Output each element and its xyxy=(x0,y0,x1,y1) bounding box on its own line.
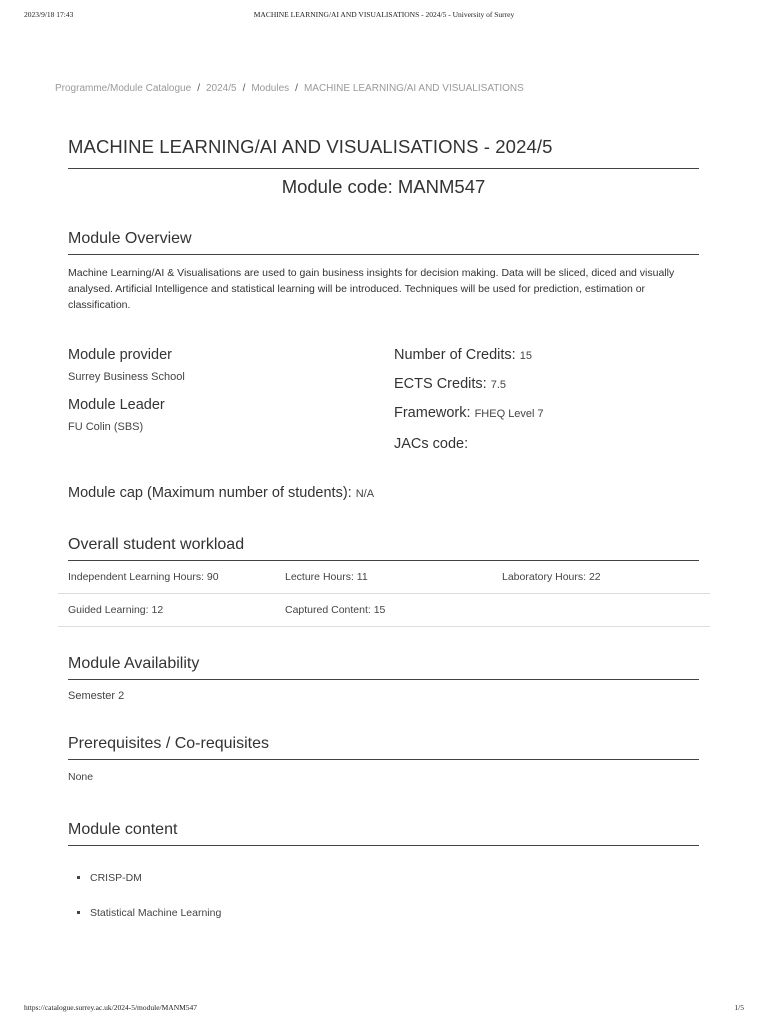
print-datetime: 2023/9/18 17:43 xyxy=(24,10,74,19)
credits-value: 15 xyxy=(519,350,532,362)
framework-value: FHEQ Level 7 xyxy=(474,408,544,420)
availability-heading: Module Availability xyxy=(68,655,699,680)
provider-value: Surrey Business School xyxy=(68,371,185,383)
print-page-number: 1/5 xyxy=(734,1003,744,1012)
leader-label: Module Leader xyxy=(68,397,165,413)
leader-value: FU Colin (SBS) xyxy=(68,421,144,433)
overview-heading: Module Overview xyxy=(68,230,699,255)
print-title: MACHINE LEARNING/AI AND VISUALISATIONS - 2024/5 - University of Surrey xyxy=(253,10,515,19)
overview-text: Machine Learning/AI & Visualisations are used to gain business insights for decision making. Data will be sliced, diced and visually analysed. Artificial Intelligence and statistical learning will be introduced. Techniques will be used for prediction, estimation or classification. xyxy=(68,267,675,311)
workload-table xyxy=(58,561,710,627)
breadcrumb-separator: / xyxy=(295,83,298,94)
breadcrumb-catalogue-link[interactable]: Programme/Module Catalogue xyxy=(55,83,192,94)
ects-label: ECTS Credits: xyxy=(394,376,487,392)
workload-laboratory: Laboratory Hours: 22 xyxy=(502,571,601,583)
module-content-heading: Module content xyxy=(68,821,699,846)
workload-row xyxy=(58,594,710,627)
credits-row xyxy=(394,347,532,363)
workload-captured: Captured Content: 15 xyxy=(285,604,386,616)
prerequisites-value: None xyxy=(68,771,94,783)
workload-row xyxy=(58,561,710,594)
framework-label: Framework: xyxy=(394,405,471,421)
jacs-label: JACs code: xyxy=(394,436,469,452)
workload-lecture: Lecture Hours: 11 xyxy=(285,571,368,583)
ects-value: 7.5 xyxy=(490,379,506,391)
list-item: ▪ Statistical Machine Learning xyxy=(90,907,221,919)
breadcrumb-year-link[interactable]: 2024/5 xyxy=(205,83,237,94)
list-item: ▪ CRISP-DM xyxy=(90,872,221,884)
availability-value: Semester 2 xyxy=(68,690,125,702)
prerequisites-heading: Prerequisites / Co-requisites xyxy=(68,735,699,760)
workload-heading: Overall student workload xyxy=(68,536,699,561)
breadcrumb-modules-link[interactable]: Modules xyxy=(251,83,290,94)
breadcrumb xyxy=(55,83,524,94)
breadcrumb-separator: / xyxy=(197,83,200,94)
cap-label: Module cap (Maximum number of students): xyxy=(68,485,352,501)
credits-label: Number of Credits: xyxy=(394,347,516,363)
cap-row xyxy=(68,485,374,501)
breadcrumb-current: MACHINE LEARNING/AI AND VISUALISATIONS xyxy=(303,83,524,94)
module-code: Module code: MANM547 xyxy=(281,176,486,197)
module-content-list xyxy=(68,872,221,942)
ects-row xyxy=(394,376,506,392)
workload-independent: Independent Learning Hours: 90 xyxy=(68,571,219,583)
cap-value: N/A xyxy=(355,488,375,500)
page-title: MACHINE LEARNING/AI AND VISUALISATIONS - 2024/5 xyxy=(68,136,699,169)
workload-guided: Guided Learning: 12 xyxy=(68,604,164,616)
framework-row xyxy=(394,405,544,421)
provider-label: Module provider xyxy=(68,347,172,363)
print-url: https://catalogue.surrey.ac.uk/2024-5/module/MANM547 xyxy=(24,1003,198,1012)
breadcrumb-separator: / xyxy=(242,83,246,94)
